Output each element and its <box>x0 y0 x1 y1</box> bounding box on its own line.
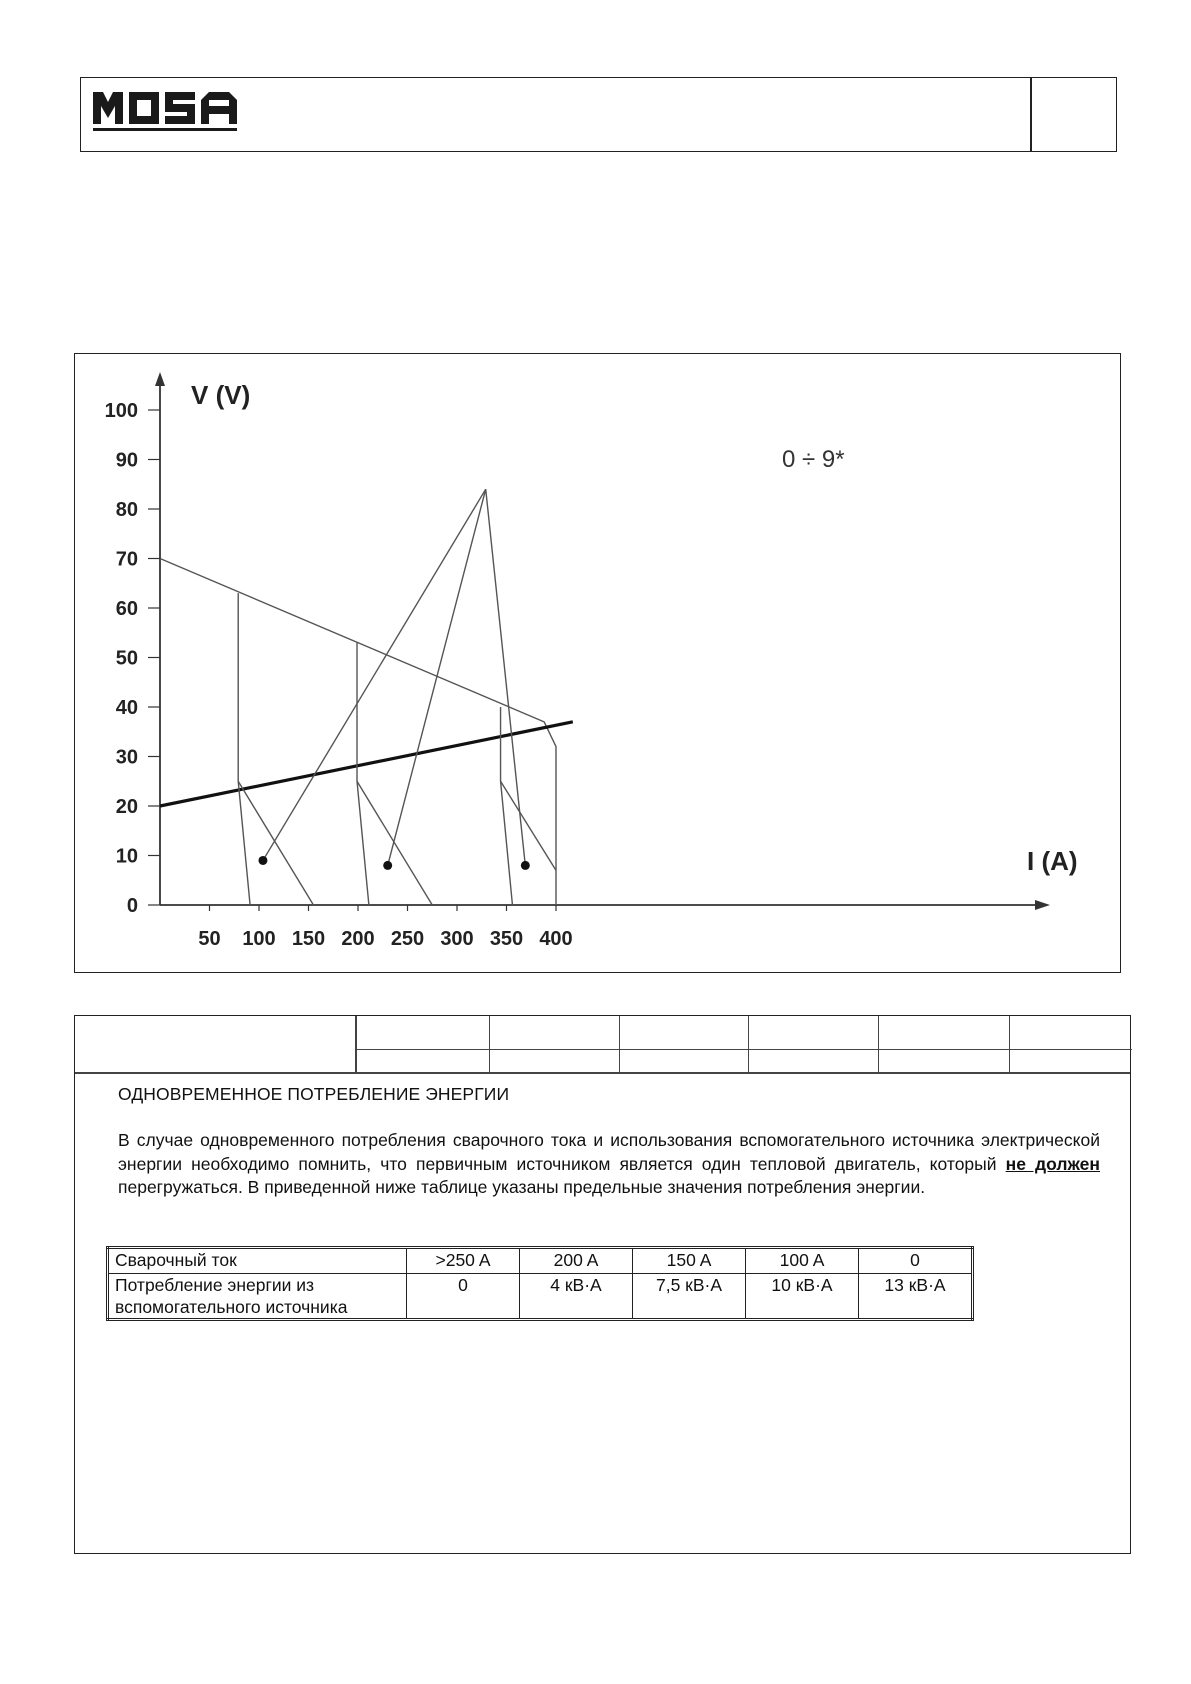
x-tick-label: 350 <box>489 928 524 950</box>
table-row-label: Потребление энергии из вспомогательного источника <box>108 1274 407 1320</box>
header-grid-col <box>748 1016 749 1072</box>
table-cell: 13 кВ·А <box>859 1274 973 1320</box>
x-tick-label: 100 <box>242 928 276 950</box>
series-curve-mid-b <box>357 781 432 905</box>
table-row <box>108 1248 973 1274</box>
series-pointer-1 <box>263 489 486 860</box>
table-cell: 200 A <box>520 1248 633 1274</box>
chart-axes <box>155 372 1050 910</box>
header-grid-bottom <box>75 1072 1130 1074</box>
series-curve-max-b <box>501 781 556 870</box>
data-marker <box>383 861 392 870</box>
x-tick-label: 50 <box>198 928 221 950</box>
series-curve-min-a <box>238 593 250 905</box>
header-grid-col <box>878 1016 879 1072</box>
table-cell: 10 кВ·А <box>746 1274 859 1320</box>
section-title: ОДНОВРЕМЕННОЕ ПОТРЕБЛЕНИЕ ЭНЕРГИИ <box>118 1084 510 1104</box>
x-axis-label: I (A) <box>1027 846 1078 876</box>
table-row-label: Сварочный ток <box>108 1248 407 1274</box>
data-marker <box>521 861 530 870</box>
x-axis-arrow <box>1035 900 1050 910</box>
mosa-logo <box>91 86 243 134</box>
header-grid-col <box>355 1016 357 1072</box>
table-cell: 0 <box>859 1248 973 1274</box>
page-header <box>80 77 1117 152</box>
table-cell: 150 A <box>633 1248 746 1274</box>
y-tick-label: 90 <box>115 449 138 472</box>
paragraph-text: В случае одновременного потребления сварочного тока и использования вспомогательного источника электрической энергии необходимо помнить, что первичным источником является один тепловой двигатель, который <box>118 1130 1100 1174</box>
x-tick-label: 150 <box>291 928 326 950</box>
series-curve-mid-a <box>357 643 369 905</box>
header-divider <box>1030 78 1032 151</box>
y-tick-label: 40 <box>115 697 138 719</box>
y-tick-label: 100 <box>104 400 138 422</box>
y-axis-arrow <box>155 372 165 386</box>
y-tick-label: 10 <box>115 845 138 868</box>
chart-markers <box>258 856 529 870</box>
table-cell: 7,5 кВ·А <box>633 1274 746 1320</box>
header-grid-col <box>619 1016 620 1072</box>
header-grid-col <box>1009 1016 1010 1072</box>
x-tick-label: 200 <box>341 928 375 950</box>
header-grid-col <box>489 1016 490 1072</box>
energy-table <box>106 1246 974 1321</box>
y-tick-label: 20 <box>115 796 138 818</box>
y-tick-label: 80 <box>115 499 138 521</box>
chart-frame <box>74 353 1121 973</box>
table-cell: 4 кВ·А <box>520 1274 633 1320</box>
y-axis-ticks <box>105 400 160 917</box>
series-curve-min-b <box>238 781 313 905</box>
table-cell: 100 A <box>746 1248 859 1274</box>
y-tick-label: 60 <box>115 598 138 620</box>
chart-series <box>160 489 573 905</box>
volt-ampere-chart <box>75 354 1122 974</box>
section-paragraph <box>118 1129 1100 1200</box>
data-marker <box>258 856 267 865</box>
x-tick-label: 300 <box>440 928 474 950</box>
series-pointer-3 <box>486 489 526 865</box>
table-cell: >250 A <box>407 1248 520 1274</box>
info-frame <box>74 1015 1131 1554</box>
y-tick-label: 0 <box>126 895 138 917</box>
y-tick-label: 70 <box>115 548 138 571</box>
table-cell: 0 <box>407 1274 520 1320</box>
paragraph-text: перегружаться. В приведенной ниже таблице указаны предельные значения потребления энергии. <box>118 1177 926 1197</box>
y-tick-label: 30 <box>115 746 138 769</box>
series-max-envelope <box>160 559 556 906</box>
x-axis-ticks <box>198 905 572 950</box>
y-axis-label: V (V) <box>191 380 251 410</box>
chart-annotation: 0 ÷ 9* <box>782 446 845 473</box>
x-tick-label: 250 <box>390 928 425 950</box>
paragraph-emphasis: не должен <box>1005 1153 1100 1174</box>
series-pointer-2 <box>388 489 486 865</box>
x-tick-label: 400 <box>539 928 573 950</box>
table-row <box>108 1274 973 1320</box>
header-grid-mid <box>355 1049 1132 1050</box>
y-tick-label: 50 <box>115 647 138 670</box>
